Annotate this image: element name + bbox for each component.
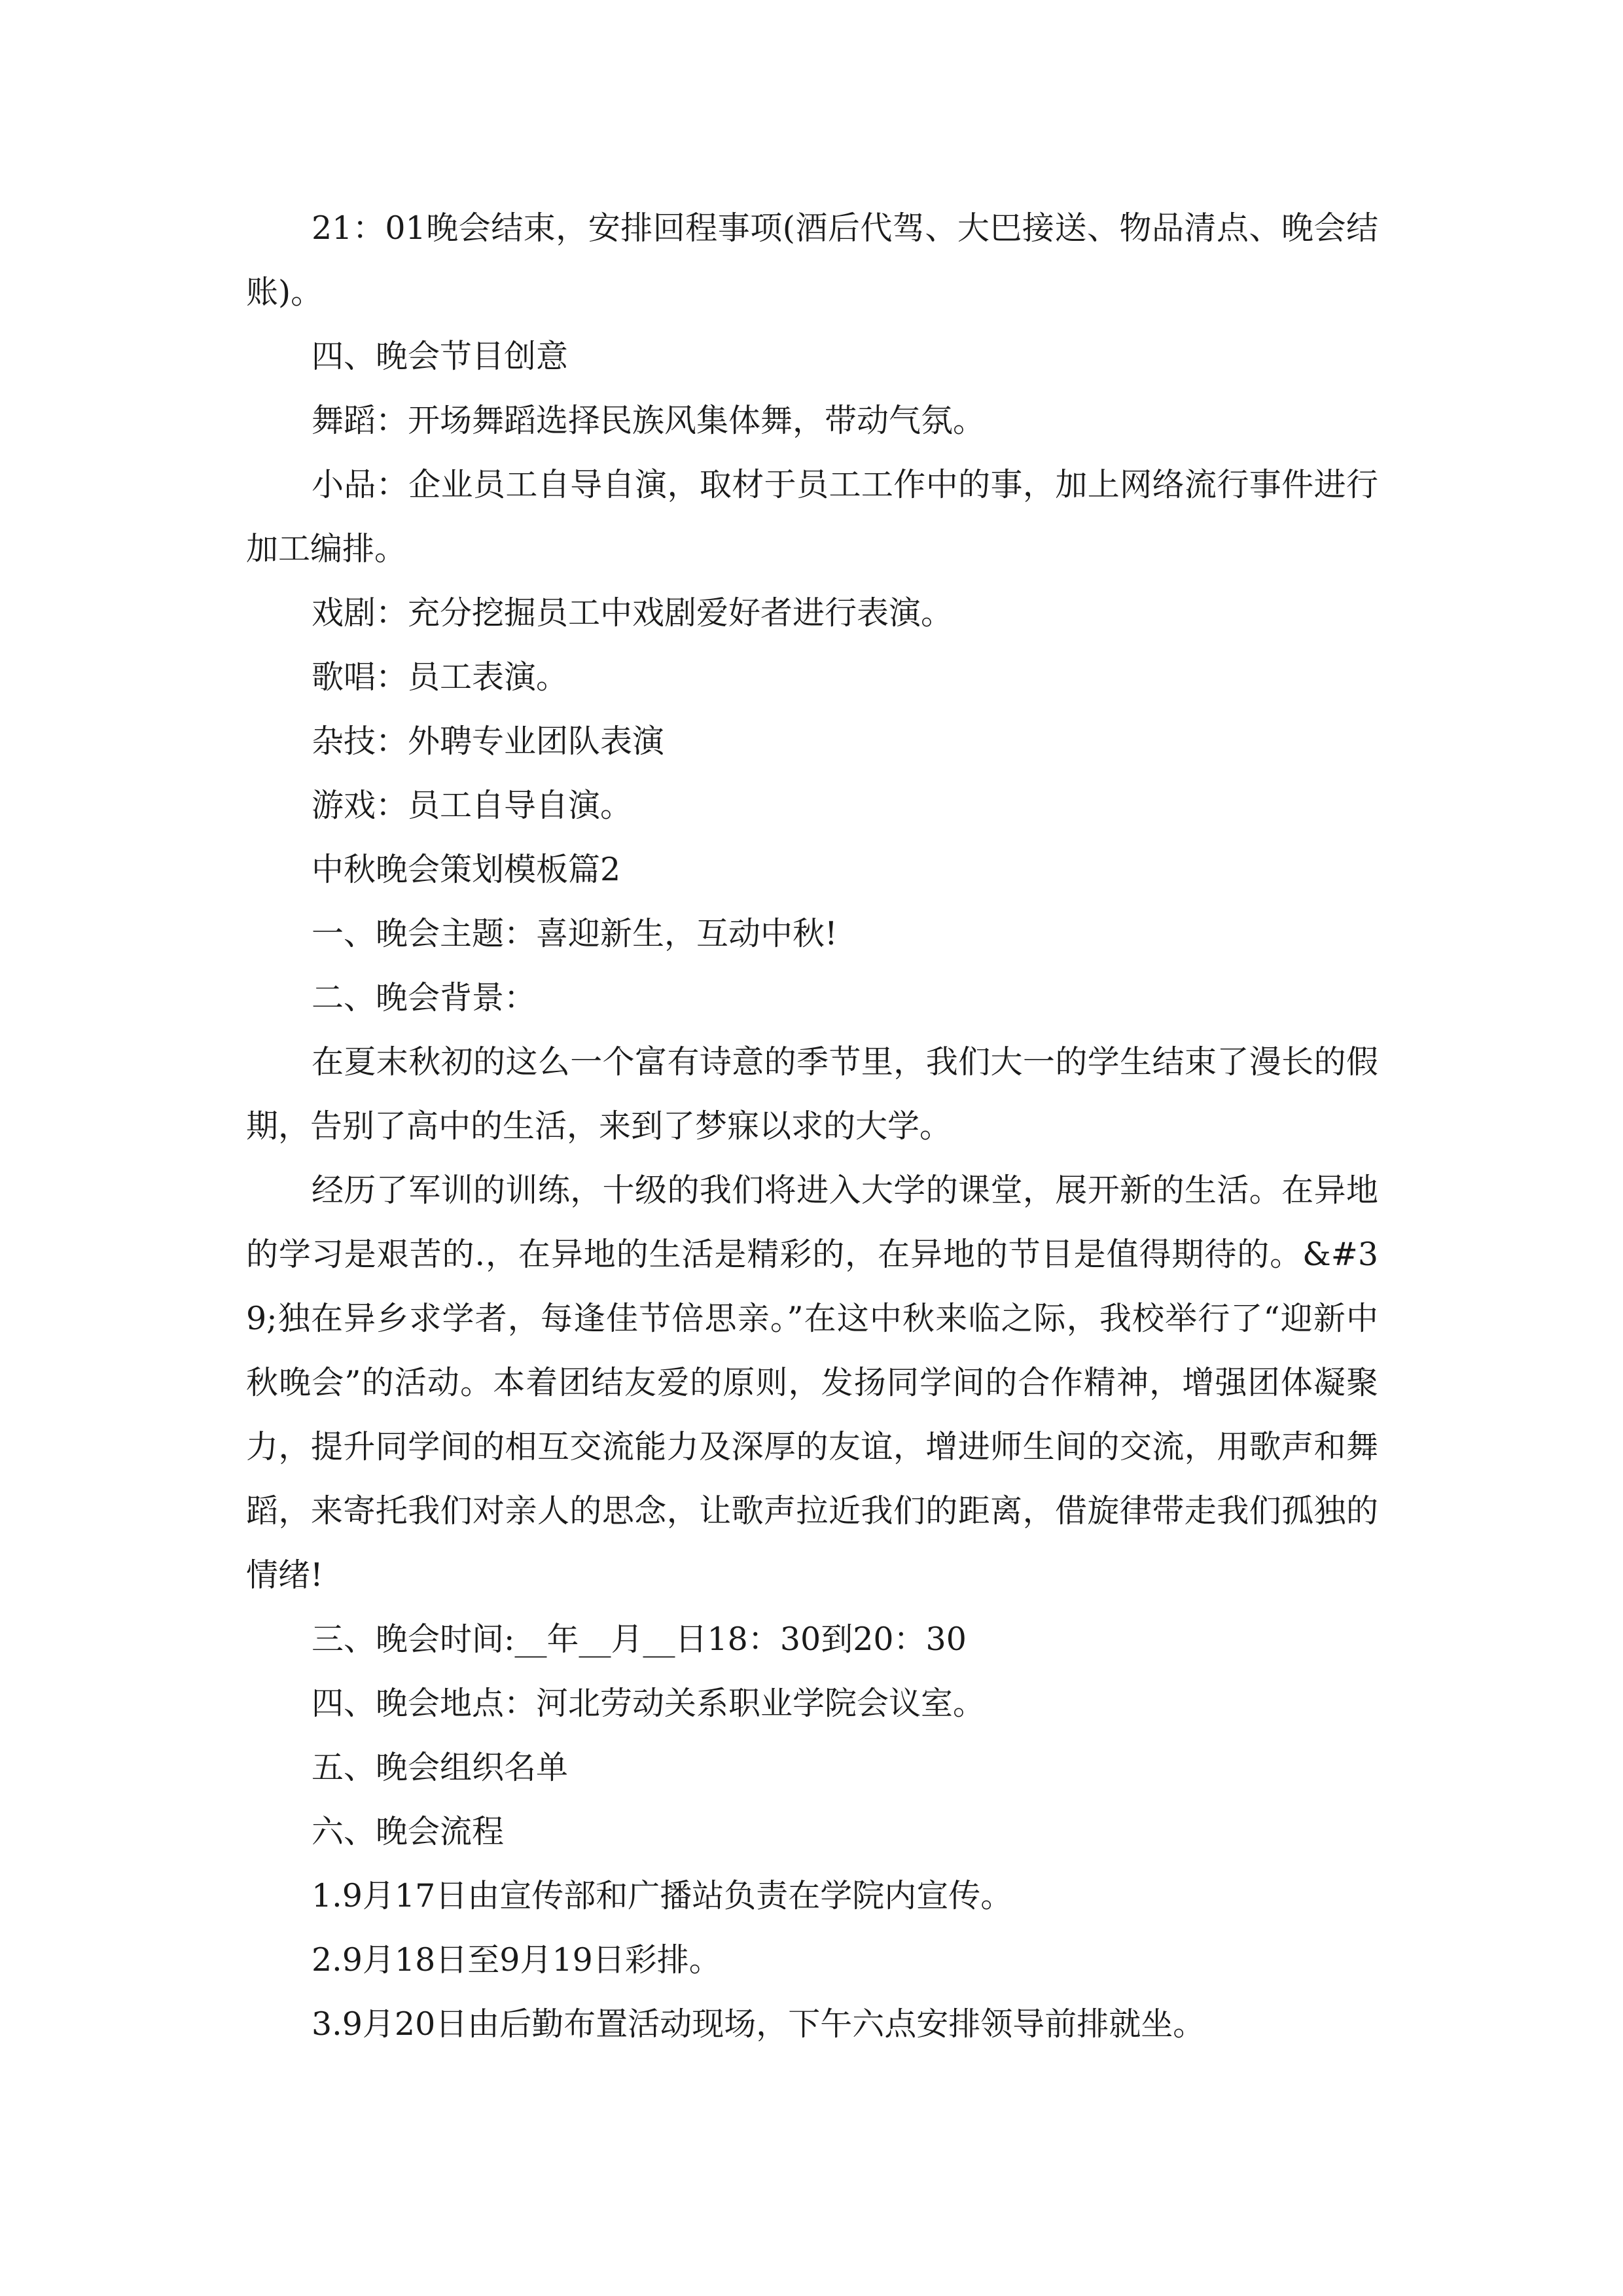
heading-organizers: 五、晚会组织名单 [312,1749,569,1786]
paragraph-drama: 戏剧：充分挖掘员工中戏剧爱好者进行表演。 [312,594,954,632]
paragraph-closing-arrangements: 21：01晚会结束，安排回程事项(酒后代驾、大巴接送、物品清点、晚会结账)。 [246,209,1378,311]
heading-background: 二、晚会背景： [312,979,537,1016]
paragraph-games: 游戏：员工自导自演。 [312,787,633,824]
paragraph-skit: 小品：企业员工自导自演，取材于员工工作中的事，加上网络流行事件进行加工编排。 [246,466,1378,567]
paragraph-background-detail: 经历了军训的训练，十级的我们将进入大学的课堂，展开新的生活。在异地的学习是艰苦的.，在异地的生活是精彩的，在异地的节目是值得期待的。&#39;独在异乡求学者，每逢佳节倍思亲。”在这中秋来临之际，我校举行了“迎新中秋晚会”的活动。本着团结友爱的原则，发扬同学间的合作精神，增强团体凝聚力，提升同学间的相互交流能力及深厚的友谊，增进师生间的交流，用歌声和舞蹈，来寄托我们对亲人的思念，让歌声拉近我们的距离，借旋律带走我们孤独的情绪! [246,1172,1378,1594]
list-item-publicity: 1.9月17日由宣传部和广播站负责在学院内宣传。 [312,1877,1013,1914]
paragraph-singing: 歌唱：员工表演。 [312,658,569,696]
document-body [246,196,1378,2056]
heading-process: 六、晚会流程 [312,1813,505,1850]
paragraph-dance: 舞蹈：开场舞蹈选择民族风集体舞，带动气氛。 [312,402,986,439]
list-item-venue-setup: 3.9月20日由后勤布置活动现场，下午六点安排领导前排就坐。 [312,2005,1205,2043]
section-title-template-2: 中秋晚会策划模板篇2 [312,851,621,888]
paragraph-acrobatics: 杂技：外聘专业团队表演 [312,723,665,760]
paragraph-background-intro: 在夏末秋初的这么一个富有诗意的季节里，我们大一的学生结束了漫长的假期，告别了高中的生活，来到了梦寐以求的大学。 [246,1043,1378,1145]
heading-theme: 一、晚会主题：喜迎新生，互动中秋! [312,915,838,952]
heading-location: 四、晚会地点：河北劳动关系职业学院会议室。 [312,1685,986,1722]
heading-time: 三、晚会时间:__年__月__日18：30到20：30 [312,1621,967,1658]
heading-program-ideas: 四、晚会节目创意 [312,338,569,375]
list-item-rehearsal: 2.9月18日至9月19日彩排。 [312,1941,721,1979]
